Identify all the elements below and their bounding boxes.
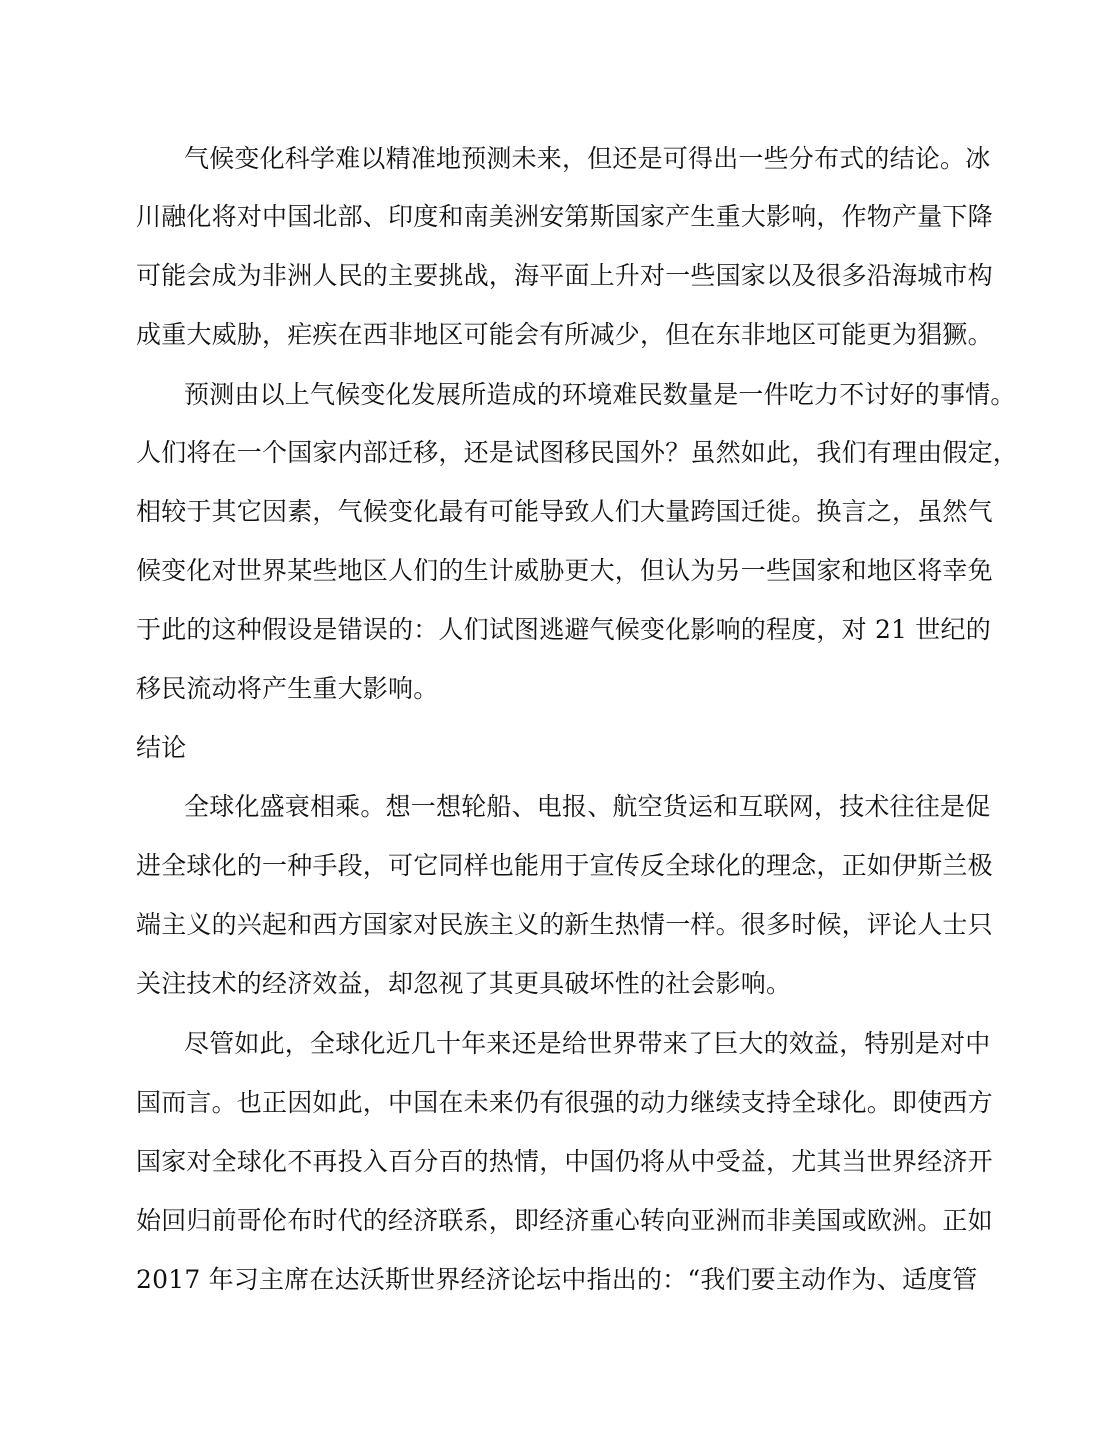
text-line: 预测由以上气候变化发展所造成的环境难民数量是一件吃力不讨好的事情。	[184, 380, 1016, 409]
text-line: 全球化盛衰相乘。想一想轮船、电报、航空货运和互联网，技术往往是促	[184, 792, 991, 821]
text-line: 端主义的兴起和西方国家对民族主义的新生热情一样。很多时候，评论人士只	[136, 910, 993, 939]
text-line: 相较于其它因素，气候变化最有可能导致人们大量跨国迁徙。换言之，虽然气	[136, 497, 993, 526]
text-line: 国家对全球化不再投入百分百的热情，中国仍将从中受益，尤其当世界经济开	[136, 1147, 993, 1176]
text-line: 成重大威胁，疟疾在西非地区可能会有所减少，但在东非地区可能更为猖獗。	[136, 320, 993, 349]
text-line: 始回归前哥伦布时代的经济联系，即经济重心转向亚洲而非美国或欧洲。正如	[136, 1206, 993, 1235]
text-line: 气候变化科学难以精准地预测未来，但还是可得出一些分布式的结论。冰	[184, 144, 991, 173]
text-line: 进全球化的一种手段，可它同样也能用于宣传反全球化的理念，正如伊斯兰极	[136, 851, 993, 880]
text-line: 国而言。也正因如此，中国在未来仍有很强的动力继续支持全球化。即使西方	[136, 1088, 993, 1117]
text-line: 于此的这种假设是错误的：人们试图逃避气候变化影响的程度，对 21 世纪的	[136, 615, 991, 644]
text-line: 可能会成为非洲人民的主要挑战，海平面上升对一些国家以及很多沿海城市构	[136, 261, 993, 290]
text-line: 候变化对世界某些地区人们的生计威胁更大，但认为另一些国家和地区将幸免	[136, 556, 993, 585]
text-line: 人们将在一个国家内部迁移，还是试图移民国外？虽然如此，我们有理由假定，	[136, 438, 1019, 467]
text-line: 尽管如此，全球化近几十年来还是给世界带来了巨大的效益，特别是对中	[184, 1029, 991, 1058]
section-heading: 结论	[136, 733, 187, 762]
text-line: 2017 年习主席在达沃斯世界经济论坛中指出的：“我们要主动作为、适度管	[136, 1265, 978, 1294]
text-line: 移民流动将产生重大影响。	[136, 674, 439, 703]
text-line: 关注技术的经济效益，却忽视了其更具破坏性的社会影响。	[136, 969, 792, 998]
text-line: 川融化将对中国北部、印度和南美洲安第斯国家产生重大影响，作物产量下降	[136, 202, 993, 231]
